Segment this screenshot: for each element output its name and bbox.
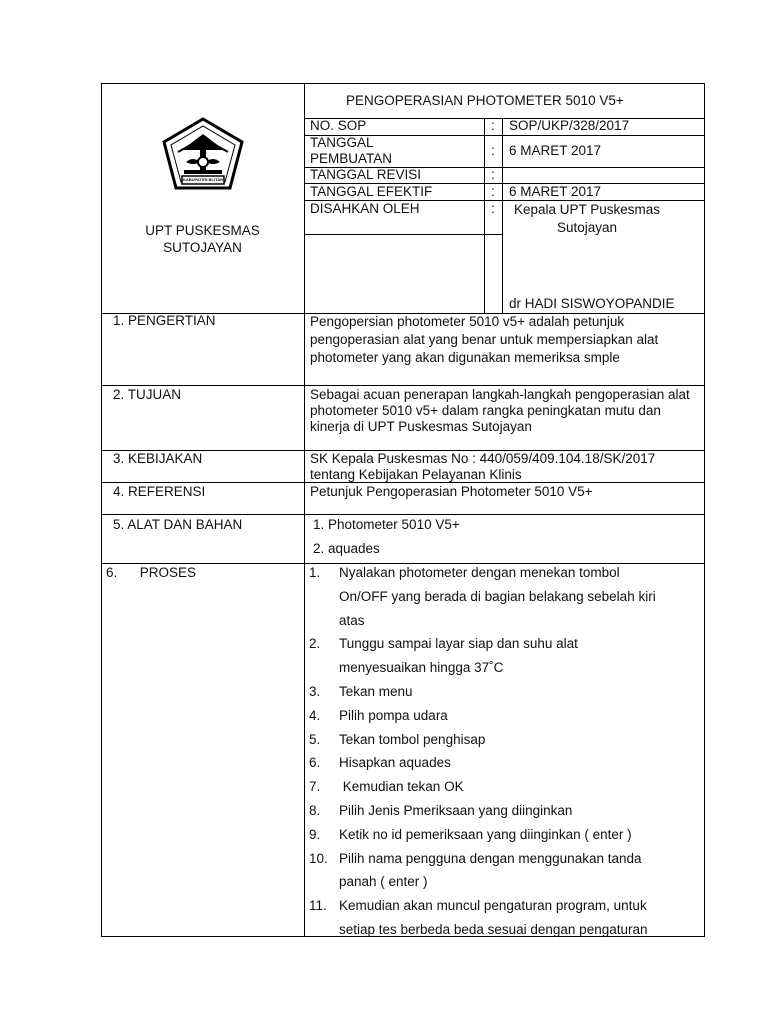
meta-sep-no-sop: : [491,118,495,133]
sop-title: PENGOPERASIAN PHOTOMETER 5010 V5+ [346,93,624,108]
process-step-number: 1. [309,565,321,580]
meta-label-tanggal-revisi: TANGGAL REVISI [310,167,422,182]
meta-value-tanggal-pembuatan: 6 MARET 2017 [509,143,602,158]
section-label: 3. KEBIJAKAN [113,451,203,466]
section-label: 2. TUJUAN [113,387,182,402]
org-name: UPT PUSKESMAS SUTOJAYAN [145,223,260,255]
list-item: 2. aquades [313,541,380,556]
section-label: 6. PROSES [106,565,197,580]
section-label: 5. ALAT DAN BAHAN [113,517,243,532]
process-step-text: Pilih pompa udara [339,707,448,723]
process-step-text: Ketik no id pemeriksaan yang diinginkan ( enter ) [339,826,632,842]
meta-value-disahkan-oleh: Kepala UPT Puskesmas Sutojayan [513,202,661,235]
list-item: 1. Photometer 5010 V5+ [313,517,460,532]
process-step-number: 9. [309,826,321,842]
process-step-text: menyesuaikan hingga 37˚C [339,660,504,676]
regency-logo [160,116,246,192]
meta-label-disahkan-oleh: DISAHKAN OLEH [310,201,420,216]
meta-sep-tanggal-revisi: : [491,167,495,182]
process-step-text: Hisapkan aquades [339,755,451,771]
section-label: 1. PENGERTIAN [113,313,216,328]
process-step-number: 7. [309,779,321,795]
process-step-text: Tunggu sampai layar siap dan suhu alat [339,636,578,652]
meta-value-no-sop: SOP/UKP/328/2017 [509,118,630,133]
process-step-number: 3. [309,684,321,699]
process-step-number: 4. [309,707,321,723]
meta-label-no-sop: NO. SOP [310,118,367,133]
process-step-number: 8. [309,803,321,818]
process-step-text: On/OFF yang berada di bagian belakang sebelah kiri [339,588,656,604]
section-content: Petunjuk Pengoperasian Photometer 5010 V5+ [310,484,593,499]
process-step-text: Kemudian tekan OK [339,779,464,795]
process-step-number: 11. [309,898,327,914]
process-step-text: Tekan tombol penghisap [339,731,486,747]
section-content: Pengopersian photometer 5010 v5+ adalah petunjuk pengoperasian alat yang benar untuk mempersiapkan alat photometer yang akan digunakan memeriksa smple [310,314,659,365]
process-step-text: Pilih nama pengguna dengan menggunakan tanda [339,850,642,866]
process-step-text: Kemudian akan muncul pengaturan program, untuk [339,898,647,914]
process-step-text: Pilih Jenis Pmeriksaan yang diinginkan [339,803,573,818]
meta-label-tanggal-efektif: TANGGAL EFEKTIF [310,184,433,199]
section-content: SK Kepala Puskesmas No : 440/059/409.104.18/SK/2017 tentang Kebijakan Pelayanan Klinis [310,451,656,482]
section-label: 4. REFERENSI [113,484,206,499]
process-step-text: panah ( enter ) [339,874,428,890]
process-step-number: 6. [309,755,321,771]
section-content: Sebagai acuan penerapan langkah-langkah pengoperasian alat photometer 5010 v5+ dalam rangka peningkatan mutu dan kinerja di UPT Puskesmas Sutojayan [310,387,690,434]
process-step-number: 5. [309,731,321,747]
process-step-text: Nyalakan photometer dengan menekan tombol [339,565,620,580]
meta-sep-tanggal-pembuatan: : [491,143,495,158]
meta-sep-disahkan-oleh: : [491,201,495,216]
meta-label-tanggal-pembuatan: TANGGAL PEMBUATAN [310,135,393,166]
process-step-text: setiap tes berbeda beda sesuai dengan pengaturan [339,922,648,937]
signer-name: dr HADI SISWOYOPANDIE [509,296,675,311]
process-step-text: atas [339,612,365,628]
process-step-number: 10. [309,850,328,866]
logo-caption: KABUPATEN BLITAR [183,177,223,182]
process-step-text: Tekan menu [339,684,413,699]
meta-value-tanggal-efektif: 6 MARET 2017 [509,184,602,199]
meta-sep-tanggal-efektif: : [491,184,495,199]
process-step-number: 2. [309,636,321,652]
